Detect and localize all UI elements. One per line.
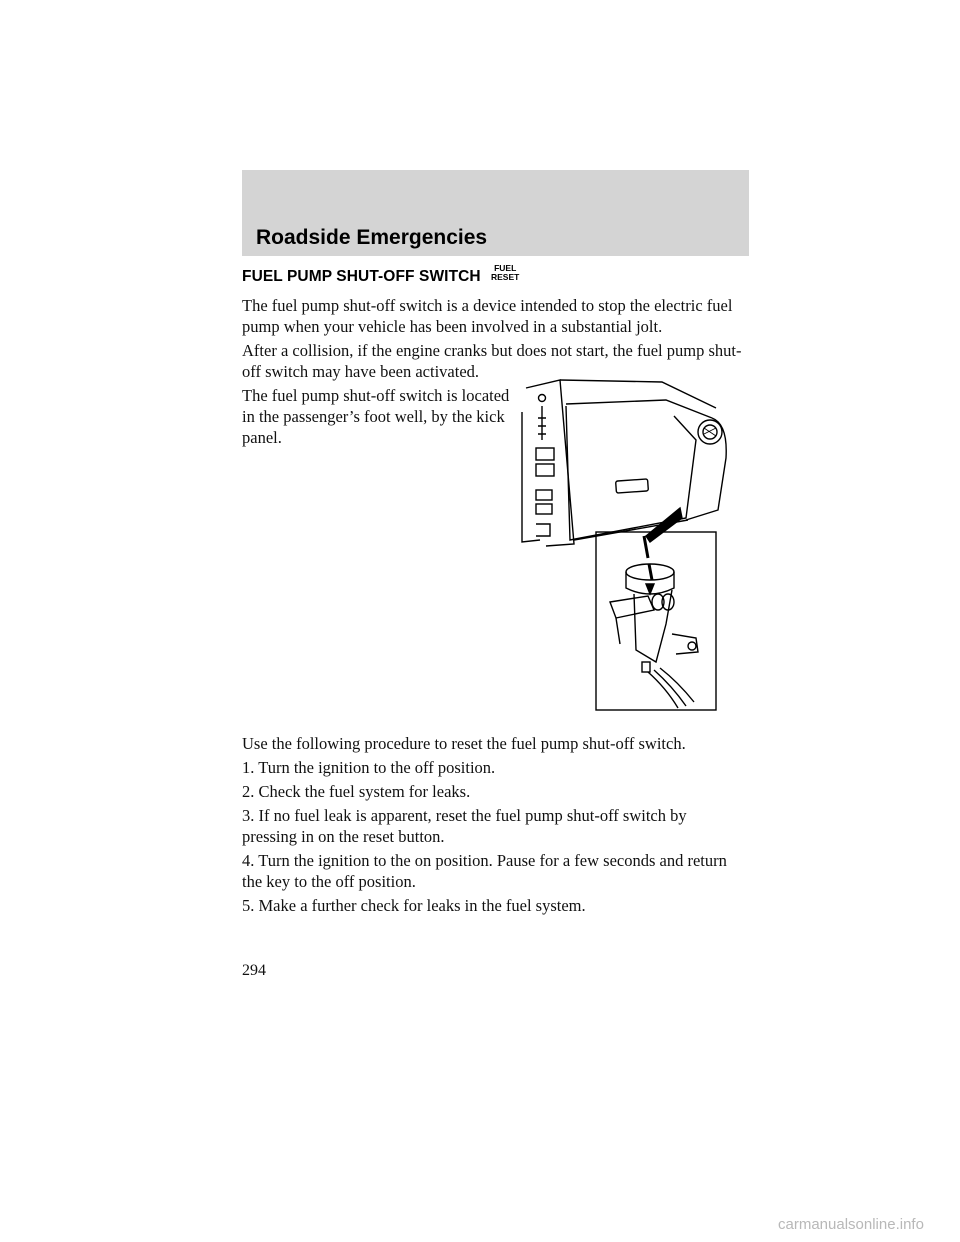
- watermark: carmanualsonline.info: [778, 1216, 924, 1233]
- fuel-reset-icon: [491, 264, 519, 281]
- fuel-reset-icon-line1: FUEL: [494, 263, 517, 273]
- step-4: 4. Turn the ignition to the on position. Pause for a few seconds and return the key to the off position.: [242, 851, 727, 891]
- step-3: 3. If no fuel leak is apparent, reset the fuel pump shut-off switch by pressing in on the reset button.: [242, 806, 687, 846]
- step-5: 5. Make a further check for leaks in the fuel system.: [242, 896, 586, 915]
- fuel-reset-icon-line2: RESET: [491, 271, 520, 282]
- section-header-title: Roadside Emergencies: [256, 226, 488, 249]
- fuel-pump-switch-illustration: [516, 362, 748, 714]
- section-header-band: [242, 170, 749, 256]
- paragraph-location: The fuel pump shut-off switch is located in the passenger’s foot well, by the kick panel.: [242, 386, 510, 447]
- step-1: 1. Turn the ignition to the off position.: [242, 758, 496, 777]
- paragraph-procedure-intro: Use the following procedure to reset the fuel pump shut-off switch.: [242, 734, 686, 753]
- step-2: 2. Check the fuel system for leaks.: [242, 782, 471, 801]
- paragraph-intro: The fuel pump shut-off switch is a device intended to stop the electric fuel pump when your vehicle has been involved in a substantial jolt.: [242, 296, 733, 336]
- paragraph-collision: After a collision, if the engine cranks but does not start, the fuel pump shut-off switch may have been activated.: [242, 341, 742, 381]
- page-number: 294: [242, 962, 266, 979]
- section-heading: FUEL PUMP SHUT-OFF SWITCH: [242, 268, 481, 285]
